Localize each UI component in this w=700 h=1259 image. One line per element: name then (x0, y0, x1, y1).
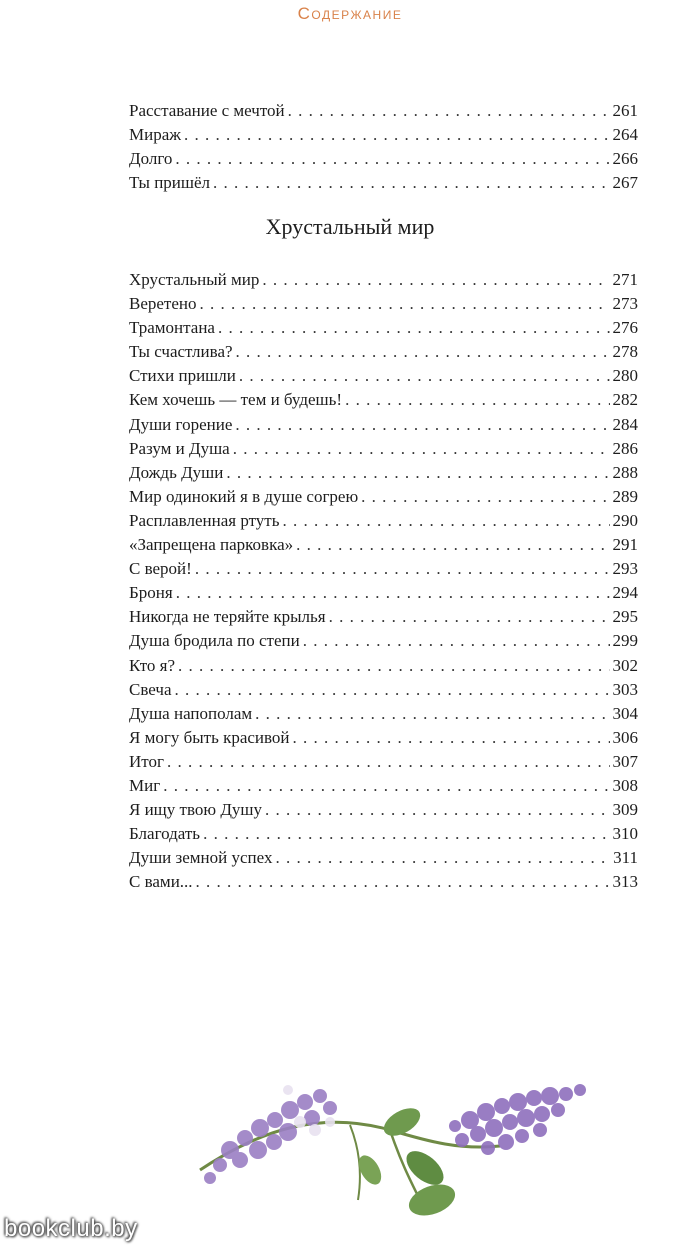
toc-leader-dots (255, 702, 609, 726)
toc-leader-dots (329, 605, 610, 629)
toc-leader-dots (361, 485, 609, 509)
toc-entry-page: 313 (612, 872, 638, 892)
toc-entry-page: 280 (612, 366, 638, 386)
toc-leader-dots (345, 388, 609, 412)
toc-entry-title: Расплавленная ртуть (129, 510, 280, 530)
toc-leader-dots (265, 798, 609, 822)
toc-leader-dots (178, 654, 609, 678)
toc-entry-page: 303 (612, 679, 638, 699)
toc-entry-title: С верой! (129, 559, 192, 579)
toc-entry (129, 292, 638, 316)
toc-entry-title: Свеча (129, 679, 172, 699)
toc-entry-title: Стихи пришли (129, 366, 236, 386)
toc-entry (129, 123, 638, 147)
toc-entry (129, 678, 638, 702)
toc-entry-page: 261 (612, 101, 638, 120)
toc-entry-page: 307 (612, 751, 638, 771)
toc-entry-title: С вами... (129, 872, 193, 892)
toc-leader-dots (233, 437, 610, 461)
toc-entry-title: Трамонтана (129, 318, 215, 338)
lilac-branch-icon (170, 1050, 610, 1230)
toc-leader-dots (293, 726, 610, 750)
toc-entry-page: 267 (612, 173, 638, 193)
running-head: Содержание (297, 4, 403, 23)
toc-entry (129, 798, 638, 822)
toc-entry (129, 316, 638, 340)
toc-entry-page: 311 (613, 848, 638, 868)
toc-entry-title: Ты счастлива? (129, 342, 233, 362)
toc-leader-dots (296, 533, 609, 557)
toc-leader-dots (288, 99, 610, 123)
toc-entry-title: Душа напополам (129, 703, 253, 723)
toc-entry-title: Мир одинокий я в душе согрею (129, 486, 359, 506)
toc-entry-title: Кем хочешь — тем и будешь! (129, 390, 343, 410)
toc-entry-page: 264 (612, 125, 638, 145)
toc-entry (129, 509, 638, 533)
toc-entry (129, 147, 638, 171)
toc-entry-page: 294 (612, 583, 638, 603)
toc-entry-page: 282 (612, 390, 638, 410)
toc-entry-title: Расставание с мечтой (129, 101, 285, 120)
toc-entry-title: Кто я? (129, 655, 176, 675)
toc-entry-title: Души земной успех (129, 848, 273, 868)
toc-entry (129, 822, 638, 846)
toc-leader-dots (195, 557, 610, 581)
toc-entry (129, 581, 638, 605)
toc-entry-page: 266 (612, 149, 638, 169)
toc-list-part2 (129, 268, 638, 894)
toc-entry-page: 309 (612, 800, 638, 820)
toc-leader-dots (200, 292, 610, 316)
toc-entry-page: 302 (612, 655, 638, 675)
toc-entry (129, 846, 638, 870)
toc-entry (129, 750, 638, 774)
toc-leader-dots (235, 413, 609, 437)
toc-entry-title: Разум и Душа (129, 438, 230, 458)
toc-entry-page: 295 (612, 607, 638, 627)
toc-entry-title: Я могу быть красивой (129, 727, 290, 747)
toc-entry-page: 290 (612, 510, 638, 530)
toc-leader-dots (175, 147, 609, 171)
toc-leader-dots (203, 822, 609, 846)
toc-entry (129, 774, 638, 798)
toc-entry (129, 99, 638, 123)
toc-leader-dots (174, 678, 609, 702)
toc-leader-dots (262, 268, 609, 292)
toc-entry-page: 284 (612, 414, 638, 434)
toc-entry-title: Никогда не теряйте крылья (129, 607, 326, 627)
toc-entry (129, 171, 638, 195)
toc-leader-dots (176, 581, 610, 605)
section-heading: Хрустальный мир (265, 214, 435, 239)
toc-entry-title: Ты пришёл (129, 173, 211, 193)
toc-leader-dots (226, 461, 609, 485)
toc-entry-page: 308 (612, 775, 638, 795)
toc-entry-title: Души горение (129, 414, 233, 434)
toc-entry-title: Благодать (129, 824, 201, 844)
toc-entry-title: Дождь Души (129, 462, 224, 482)
toc-entry-page: 286 (612, 438, 638, 458)
toc-entry (129, 870, 638, 894)
toc-entry (129, 268, 638, 292)
toc-entry-page: 276 (612, 318, 638, 338)
toc-leader-dots (218, 316, 610, 340)
toc-entry-page: 271 (612, 270, 638, 289)
toc-leader-dots (282, 509, 609, 533)
toc-entry (129, 605, 638, 629)
toc-entry-page: 293 (612, 559, 638, 579)
toc-leader-dots (303, 629, 610, 653)
toc-entry (129, 437, 638, 461)
toc-entry-page: 289 (612, 486, 638, 506)
toc-list-part1 (129, 99, 638, 195)
toc-entry-title: Душа бродила по степи (129, 631, 300, 651)
toc-entry-page: 273 (612, 294, 638, 314)
toc-entry-title: Итог (129, 751, 164, 771)
toc-entry-title: Я ищу твою Душу (129, 800, 263, 820)
toc-leader-dots (184, 123, 609, 147)
toc-entry-title: «Запрещена парковка» (129, 535, 294, 555)
toc-entry-page: 278 (612, 342, 638, 362)
toc-entry-page: 288 (612, 462, 638, 482)
toc-entry (129, 413, 638, 437)
toc-entry-title: Броня (129, 583, 173, 603)
toc-entry-page: 299 (612, 631, 638, 651)
toc-entry-title: Миг (129, 775, 161, 795)
toc-leader-dots (275, 846, 610, 870)
toc-entry-title: Долго (129, 149, 173, 169)
toc-leader-dots (167, 750, 610, 774)
toc-entry (129, 533, 638, 557)
toc-entry (129, 461, 638, 485)
toc-entry-title: Веретено (129, 294, 197, 314)
toc-entry (129, 485, 638, 509)
toc-entry-page: 310 (612, 824, 638, 844)
toc-entry-page: 306 (612, 727, 638, 747)
toc-entry (129, 702, 638, 726)
toc-entry-page: 304 (612, 703, 638, 723)
toc-entry-title: Мираж (129, 125, 182, 145)
toc-entry (129, 726, 638, 750)
toc-entry (129, 557, 638, 581)
toc-leader-dots (213, 171, 609, 195)
toc-entry (129, 629, 638, 653)
toc-entry-title: Хрустальный мир (129, 270, 260, 289)
toc-leader-dots (239, 364, 610, 388)
toc-leader-dots (236, 340, 610, 364)
toc-leader-dots (196, 870, 610, 894)
toc-entry-page: 291 (612, 535, 638, 555)
watermark: bookclub.by (4, 1215, 138, 1242)
toc-leader-dots (163, 774, 609, 798)
toc-entry (129, 654, 638, 678)
toc-entry (129, 340, 638, 364)
toc-entry (129, 388, 638, 412)
toc-entry (129, 364, 638, 388)
